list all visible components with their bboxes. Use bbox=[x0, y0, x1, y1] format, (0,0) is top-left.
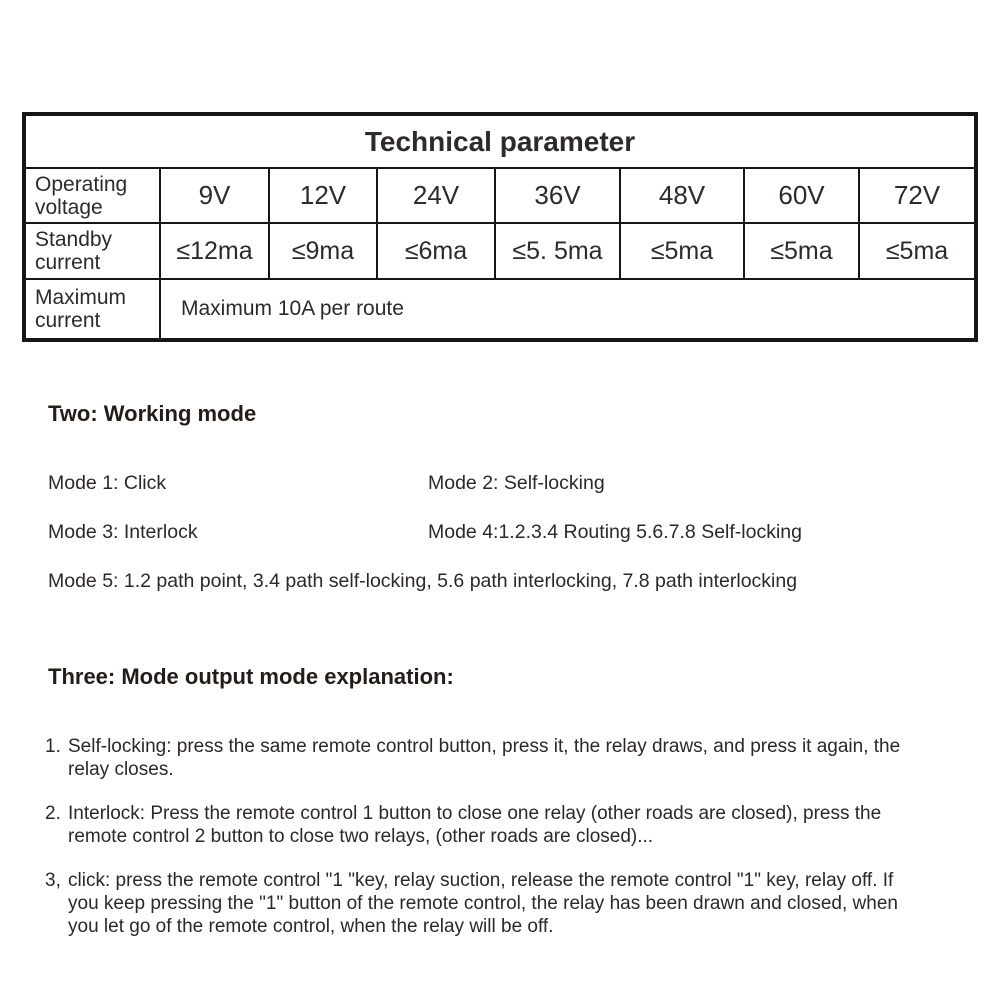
voltage-cell: 72V bbox=[859, 168, 976, 223]
standby-current-row bbox=[24, 223, 976, 279]
standby-cell: ≤5ma bbox=[859, 223, 976, 279]
standby-cell: ≤5ma bbox=[620, 223, 744, 279]
mode-output-heading: Three: Mode output mode explanation: bbox=[48, 664, 454, 689]
standby-cell: ≤5. 5ma bbox=[495, 223, 620, 279]
mode-row bbox=[48, 521, 958, 543]
voltage-cell: 24V bbox=[377, 168, 495, 223]
list-item-2 bbox=[45, 802, 950, 848]
maximum-current-value: Maximum 10A per route bbox=[160, 279, 976, 340]
working-mode-list bbox=[48, 472, 958, 592]
mode-row bbox=[48, 472, 958, 494]
item-text: click: press the remote control "1 "key, relay suction, release the remote control "1" key, relay off. If you keep pressing the "1" button of the remote control, the relay has been drawn and closed, when you let go of the remote control, when the relay will be off. bbox=[68, 870, 898, 937]
standby-cell: ≤6ma bbox=[377, 223, 495, 279]
voltage-cell: 48V bbox=[620, 168, 744, 223]
table-title: Technical parameter bbox=[24, 114, 976, 168]
standby-cell: ≤12ma bbox=[160, 223, 269, 279]
item-text: Interlock: Press the remote control 1 button to close one relay (other roads are closed), press the remote control 2 button to close two relays, (other roads are closed)... bbox=[68, 803, 882, 847]
mode-2-label: Mode 2: Self-locking bbox=[428, 472, 605, 494]
maximum-current-row bbox=[24, 279, 976, 340]
working-mode-heading: Two: Working mode bbox=[48, 401, 257, 426]
mode-4-label: Mode 4:1.2.3.4 Routing 5.6.7.8 Self-locking bbox=[428, 521, 802, 543]
mode-3-label: Mode 3: Interlock bbox=[48, 521, 198, 543]
row-label-operating-voltage: Operating voltage bbox=[24, 168, 160, 223]
item-text: Self-locking: press the same remote control button, press it, the relay draws, and press it again, the relay closes. bbox=[68, 736, 901, 780]
mode-5-label: Mode 5: 1.2 path point, 3.4 path self-locking, 5.6 path interlocking, 7.8 path interlocking bbox=[48, 570, 798, 592]
item-number: 2. bbox=[45, 803, 61, 824]
mode-output-list bbox=[45, 735, 950, 959]
row-label-standby-current: Standby current bbox=[24, 223, 160, 279]
voltage-cell: 36V bbox=[495, 168, 620, 223]
voltage-cell: 9V bbox=[160, 168, 269, 223]
standby-cell: ≤9ma bbox=[269, 223, 377, 279]
row-label-maximum-current: Maximum current bbox=[24, 279, 160, 340]
item-number: 1. bbox=[45, 736, 61, 757]
operating-voltage-row bbox=[24, 168, 976, 223]
item-number: 3, bbox=[45, 870, 61, 891]
voltage-cell: 12V bbox=[269, 168, 377, 223]
technical-parameter-table bbox=[22, 112, 978, 342]
mode-1-label: Mode 1: Click bbox=[48, 472, 167, 494]
voltage-cell: 60V bbox=[744, 168, 859, 223]
list-item-1 bbox=[45, 735, 950, 781]
table-title-row bbox=[24, 114, 976, 168]
list-item-3 bbox=[45, 869, 950, 938]
standby-cell: ≤5ma bbox=[744, 223, 859, 279]
